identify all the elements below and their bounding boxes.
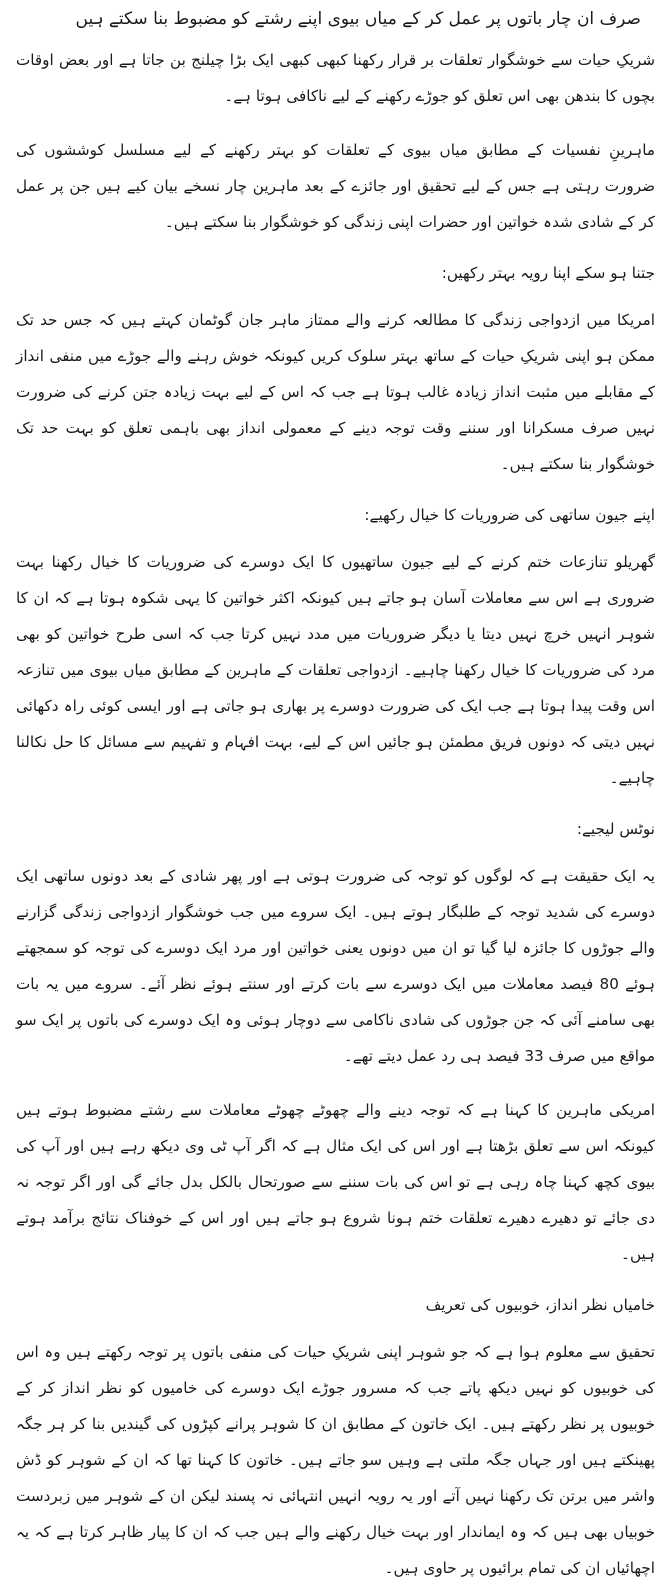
section-heading-notice: نوٹس لیجیے: bbox=[576, 820, 655, 838]
section-needs-paragraph: گھریلو تنازعات ختم کرنے کے لیے جیون ساتھیوں کا ایک دوسرے کی ضروریات کا خیال رکھنا بہت ضروری ہے اس سے معاملات آسان ہو جاتے ہیں کیونکہ اکثر خواتین کا یہی شکوہ ہوتا ہے کہ ان کا شوہر انہیں خرچ نہیں دیتا یا دیگر ضروریات میں مدد نہیں کرتا جب کہ اسی طرح خواتین کو بھی مرد کی ضروریات کا خیال رکھنا چاہیے۔ ازدواجی تعلقات کے ماہرین کے مطابق میاں بیوی میں تنازعہ اس وقت پیدا ہوتا ہے جب ایک کی ضرورت دوسرے پر بھاری ہو جاتی ہے اور ایسی کوئی راہ دکھائی نہیں دیتی کہ دونوں فریق مطمئن ہو جائیں اس کے لیے، بہت افہام و تفہیم سے مسائل کا حل نکالنا چاہیے۔ bbox=[16, 553, 655, 787]
section-notice-paragraph-2: امریکی ماہرین کا کہنا ہے کہ توجہ دینے والے چھوٹے چھوٹے معاملات سے رشتے مضبوط ہوتے ہیں کیونکہ اس سے تعلق بڑھتا ہے اور اس کی ایک مثال ہے کہ اگر آپ ٹی وی دیکھ رہے ہیں اور آپ کی بیوی کچھ کہنا چاہ رہی ہے تو اس کی بات سننے سے صورتحال بالکل بدل جائے گی اور اگر توجہ نہ دی جائے تو دھیرے دھیرے تعلقات ختم ہونا شروع ہو جاتے ہیں اور اس کے خوفناک نتائج برآمد ہوتے ہیں۔ bbox=[16, 1101, 655, 1263]
section-heading-flaws: خامیاں نظر انداز، خوبیوں کی تعریف bbox=[425, 1296, 655, 1314]
section-heading-attitude: جتنا ہو سکے اپنا رویہ بہتر رکھیں: bbox=[441, 264, 655, 282]
section-notice-paragraph-1: یہ ایک حقیقت ہے کہ لوگوں کو توجہ کی ضرورت ہوتی ہے اور پھر شادی کے بعد دونوں ساتھی ایک دوسرے کی شدید توجہ کے طلبگار ہوتے ہیں۔ ایک سروے میں جب خوشگوار ازدواجی زندگی گزارنے والے جوڑوں کا جائزہ لیا گیا تو ان میں دونوں یعنی خواتین اور مرد ایک دوسرے کی توجہ کو سمجھتے ہوئے 80 فیصد معاملات میں ایک دوسرے سے بات کرتے اور سنتے ہوئے نظر آئے۔ سروے میں یہ بات بھی سامنے آئی کہ جن جوڑوں کی شادی ناکامی سے دوچار ہوئی وہ ایک دوسرے کی باتوں پر ایک سو مواقع میں صرف 33 فیصد ہی رد عمل دیتے تھے۔ bbox=[16, 867, 655, 1065]
article-title: صرف ان چار باتوں پر عمل کر کے میاں بیوی اپنے رشتے کو مضبوط بنا سکتے ہیں bbox=[75, 9, 641, 29]
intro-paragraph-2: ماہرینِ نفسیات کے مطابق میاں بیوی کے تعلقات کو بہتر رکھنے کے لیے مسلسل کوششوں کی ضرورت رہتی ہے جس کے لیے تحقیق اور جائزے کے بعد ماہرین چار نسخے بیان کیے ہیں جن پر عمل کر کے شادی شدہ خواتین اور حضرات اپنی زندگی کو خوشگوار بنا سکتے ہیں۔ bbox=[16, 141, 655, 231]
intro-paragraph-1: شریکِ حیات سے خوشگوار تعلقات بر قرار رکھنا کبھی کبھی ایک بڑا چیلنج بن جاتا ہے اور بعض اوقات بچوں کا بندھن بھی اس تعلق کو جوڑے رکھنے کے لیے ناکافی ہوتا ہے۔ bbox=[16, 51, 655, 105]
section-heading-needs: اپنے جیون ساتھی کی ضروریات کا خیال رکھیے: bbox=[364, 506, 655, 524]
section-attitude-paragraph: امریکا میں ازدواجی زندگی کا مطالعہ کرنے والے ممتاز ماہر جان گوٹمان کہتے ہیں کہ جس حد تک ممکن ہو اپنی شریکِ حیات کے ساتھ بہتر سلوک کریں کیونکہ خوش رہنے والے جوڑے میں منفی انداز کے مقابلے میں مثبت انداز زیادہ غالب ہوتا ہے جب کہ اس کے لیے بہت زیادہ جتن کرنے کی ضرورت نہیں صرف مسکرانا اور سننے وقت توجہ دینے کے معمولی انداز بھی باہمی تعلق کو بہت حد تک خوشگوار بنا سکتے ہیں۔ bbox=[16, 311, 655, 473]
section-flaws-paragraph: تحقیق سے معلوم ہوا ہے کہ جو شوہر اپنی شریکِ حیات کی منفی باتوں پر توجہ رکھتے ہیں وہ اس کی خوبیوں کو نہیں دیکھ پاتے جب کہ مسرور جوڑے ایک دوسرے کی خامیوں کو نظر انداز کر کے خوبیوں پر نظر رکھتے ہیں۔ ایک خاتون کے مطابق ان کا شوہر پرانے کپڑوں کی گیندیں بنا کر ہر جگہ پھینکتے ہیں اور جہاں جگہ ملتی ہے وہیں سو جاتے ہیں۔ خاتون کا کہنا تھا کہ ان کے شوہر کو ڈش واشر میں برتن تک رکھنا نہیں آتے اور یہ رویہ انہیں انتہائی نہ پسند لیکن ان کے شوہر میں زبردست خوبیاں بھی ہیں کہ وہ ایماندار اور بہت خیال رکھنے والے ہیں جب کہ ان کا پیار ظاہر کرتا ہے کہ یہ اچھائیاں ان کی تمام برائیوں پر حاوی ہیں۔ bbox=[16, 1343, 655, 1577]
